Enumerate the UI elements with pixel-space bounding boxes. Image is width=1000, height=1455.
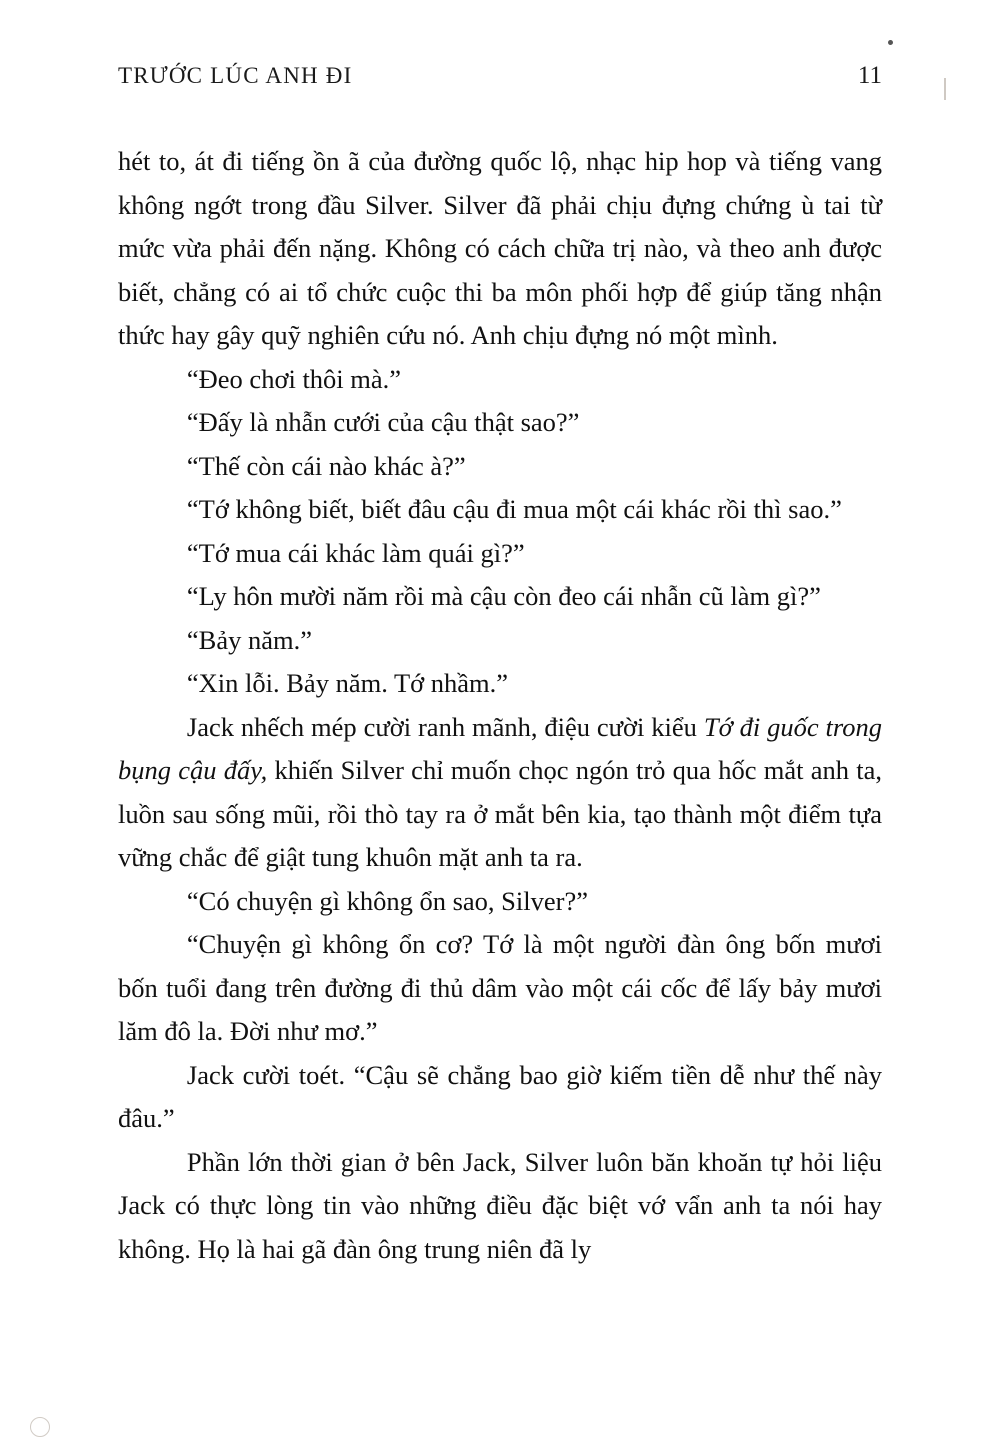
paragraph: hét to, át đi tiếng ồn ã của đường quốc lộ, nhạc hip hop và tiếng vang không ngớt trong đầu Silver. Silver đã phải chịu đựng chứng ù tai từ mức vừa phải đến nặng. Không có cách chữa trị nào, và theo anh được biết, chẳng có ai tổ chức cuộc thi ba môn phối hợp để giúp tăng nhận thức hay gây quỹ nghiên cứu nó. Anh chịu đựng nó một mình. bbox=[118, 146, 882, 350]
paragraph-text-after: khiến Silver chỉ muốn chọc ngón trỏ qua hốc mắt anh ta, luồn sau sống mũi, rồi thò tay ra ở mắt bên kia, tạo thành một điểm tựa vững chắc để giật tung khuôn mặt anh ta ra. bbox=[118, 755, 882, 872]
paragraph: “Bảy năm.” bbox=[186, 624, 312, 655]
paragraph: “Xin lỗi. Bảy năm. Tớ nhầm.” bbox=[186, 668, 509, 698]
paragraph: “Có chuyện gì không ổn sao, Silver?” bbox=[186, 885, 588, 916]
paragraph: “Tớ không biết, biết đâu cậu đi mua một cái khác rồi thì sao.” bbox=[186, 494, 842, 524]
paragraph: “Tớ mua cái khác làm quái gì?” bbox=[186, 537, 525, 568]
paragraph: Phần lớn thời gian ở bên Jack, Silver luôn băn khoăn tự hỏi liệu Jack có thực lòng tin vào những điều đặc biệt vớ vẩn anh ta nói hay không. Họ là hai gã đàn ông trung niên đã ly bbox=[118, 1146, 882, 1264]
page-number: 11 bbox=[857, 62, 882, 89]
page-edge-dot-mark bbox=[888, 40, 893, 45]
paragraph-with-italics bbox=[118, 706, 882, 880]
paragraph-text-before: Jack nhếch mép cười ranh mãnh, điệu cười kiểu bbox=[186, 711, 704, 742]
paragraph: Jack cười toét. “Cậu sẽ chẳng bao giờ kiếm tiền dễ như thế này đâu.” bbox=[118, 1059, 882, 1133]
paragraph-italic-phrase: Tớ đi guốc trong bụng cậu đấy, bbox=[118, 711, 882, 785]
page-corner-smudge-mark bbox=[30, 1417, 50, 1437]
paragraph: “Đấy là nhẫn cưới của cậu thật sao?” bbox=[186, 407, 580, 437]
page-body bbox=[118, 140, 882, 1271]
paragraph: “Thế còn cái nào khác à?” bbox=[186, 450, 466, 481]
page-header bbox=[118, 62, 882, 102]
running-title: TRƯỚC LÚC ANH ĐI bbox=[118, 63, 353, 88]
paragraph: “Ly hôn mười năm rồi mà cậu còn đeo cái nhẫn cũ làm gì?” bbox=[186, 581, 821, 611]
paragraph: “Đeo chơi thôi mà.” bbox=[186, 363, 402, 394]
paragraph: “Chuyện gì không ổn cơ? Tớ là một người đàn ông bốn mươi bốn tuổi đang trên đường đi thủ dâm vào một cái cốc để lấy bảy mươi lăm đô la. Đời như mơ.” bbox=[118, 929, 882, 1046]
page-edge-tick-mark bbox=[944, 78, 946, 100]
